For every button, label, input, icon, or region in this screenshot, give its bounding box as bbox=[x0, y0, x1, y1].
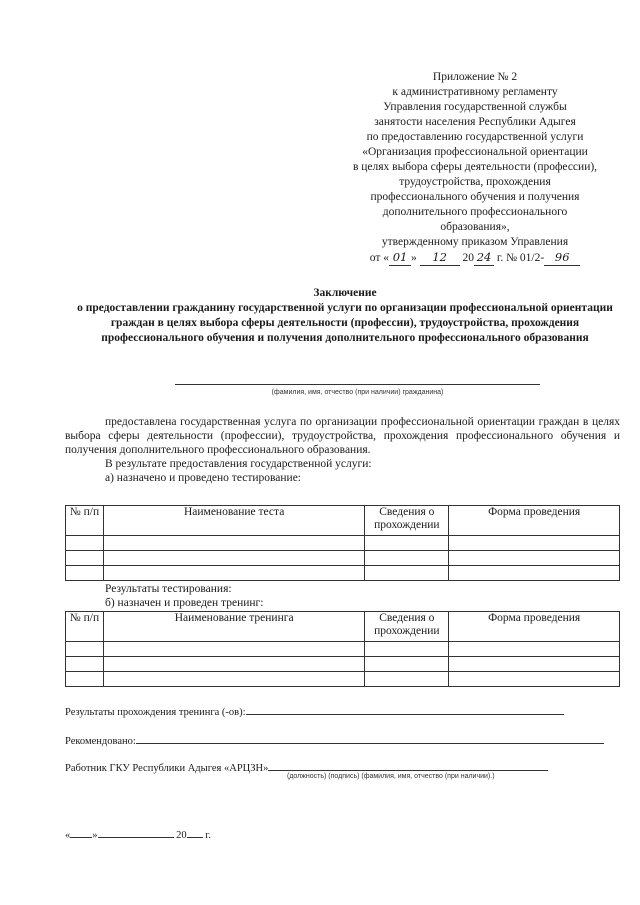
table-header-row bbox=[66, 612, 620, 642]
order-prefix: от « bbox=[369, 252, 390, 264]
worker-label: Работник ГКУ Республики Адыгея «АРЦЗН» bbox=[65, 763, 269, 774]
appendix-line: утвержденному приказом Управления bbox=[381, 236, 569, 248]
date-day-field[interactable] bbox=[70, 827, 92, 838]
date-open: « bbox=[65, 830, 71, 841]
appendix-line: профессионального обучения и получения bbox=[370, 191, 580, 203]
title-heading: Заключение bbox=[313, 287, 377, 299]
appendix-line: Управления государственной службы bbox=[383, 101, 567, 113]
training-label: б) назначен и проведен тренинг: bbox=[105, 597, 264, 609]
appendix-line: Приложение № 2 bbox=[432, 71, 518, 83]
date-year-prefix: 20 bbox=[176, 830, 187, 841]
citizen-name-caption: (фамилия, имя, отчество (при наличии) гражданина) bbox=[271, 389, 444, 396]
order-suffix: г. № 01/2- bbox=[496, 252, 545, 264]
appendix-line: к административному регламенту bbox=[392, 86, 558, 98]
body-paragraph: предоставлена государственная услуга по организации профессиональной ориентации граждан в целях выбора сферы деятельности (профессии), трудоустройства, прохождения профессионального обучения и получения дополнительного профессионального образования. bbox=[65, 416, 620, 456]
document-title bbox=[70, 286, 620, 346]
test-results-label: Результаты тестирования: bbox=[105, 583, 232, 595]
appendix-line: образования», bbox=[440, 221, 510, 233]
body-paragraph: В результате предоставления государственной услуги: bbox=[105, 458, 372, 470]
header-cell-number: № п/п bbox=[66, 506, 104, 536]
order-year-prefix: 20 bbox=[462, 252, 475, 264]
order-date-line bbox=[330, 250, 620, 266]
recommended-line bbox=[65, 733, 604, 748]
header-cell-form: Форма проведения bbox=[449, 506, 620, 536]
date-suffix: г. bbox=[205, 830, 211, 841]
table-row bbox=[66, 566, 620, 581]
tests-table bbox=[65, 505, 620, 581]
recommended-field[interactable] bbox=[136, 733, 604, 744]
appendix-line: дополнительного профессионального bbox=[382, 206, 568, 218]
recommended-label: Рекомендовано: bbox=[65, 736, 136, 747]
table-row bbox=[66, 551, 620, 566]
header-cell-info: Сведения о прохождении bbox=[365, 506, 449, 536]
order-month: 12 bbox=[420, 250, 460, 266]
appendix-line: трудоустройства, прохождения bbox=[399, 176, 551, 188]
order-mid: » bbox=[411, 252, 417, 264]
header-cell-form: Форма проведения bbox=[449, 612, 620, 642]
appendix-line: по предоставлению государственной услуги bbox=[366, 131, 584, 143]
table-header-row bbox=[66, 506, 620, 536]
body-paragraph: а) назначено и проведено тестирование: bbox=[105, 472, 301, 484]
appendix-line: занятости населения Республики Адыгея bbox=[374, 116, 576, 128]
signature-caption: (должность) (подпись) (фамилия, имя, отчество (при наличии).) bbox=[287, 773, 495, 780]
citizen-name-line bbox=[175, 384, 540, 385]
header-cell-name: Наименование тренинга bbox=[103, 612, 364, 642]
worker-signature-field[interactable] bbox=[268, 760, 548, 771]
appendix-line: в целях выбора сферы деятельности (профессии), bbox=[352, 161, 598, 173]
header-cell-number: № п/п bbox=[66, 612, 104, 642]
table-row bbox=[66, 672, 620, 687]
training-results-line bbox=[65, 704, 564, 719]
training-table bbox=[65, 611, 620, 687]
title-subject: о предоставлении гражданину государственной услуги по организации профессиональной ориентации граждан в целях выбора сферы деятельности (профессии), трудоустройства, прохождения профессионального обучения и получения дополнительного профессионального образования bbox=[77, 302, 613, 344]
appendix-line: «Организация профессиональной ориентации bbox=[362, 146, 588, 158]
table-row bbox=[66, 657, 620, 672]
table-row bbox=[66, 642, 620, 657]
order-number: 96 bbox=[544, 250, 580, 266]
training-results-field[interactable] bbox=[246, 704, 564, 715]
date-year-field[interactable] bbox=[187, 827, 203, 838]
date-mid: » bbox=[92, 830, 98, 841]
date-line bbox=[65, 827, 211, 842]
appendix-block bbox=[330, 70, 620, 266]
header-cell-name: Наименование теста bbox=[103, 506, 364, 536]
header-cell-info: Сведения о прохождении bbox=[365, 612, 449, 642]
table-row bbox=[66, 536, 620, 551]
order-day: 01 bbox=[389, 250, 411, 266]
date-month-field[interactable] bbox=[98, 827, 174, 838]
training-results-label: Результаты прохождения тренинга (-ов): bbox=[65, 707, 246, 718]
order-year: 24 bbox=[474, 250, 494, 266]
body-text bbox=[65, 415, 620, 485]
